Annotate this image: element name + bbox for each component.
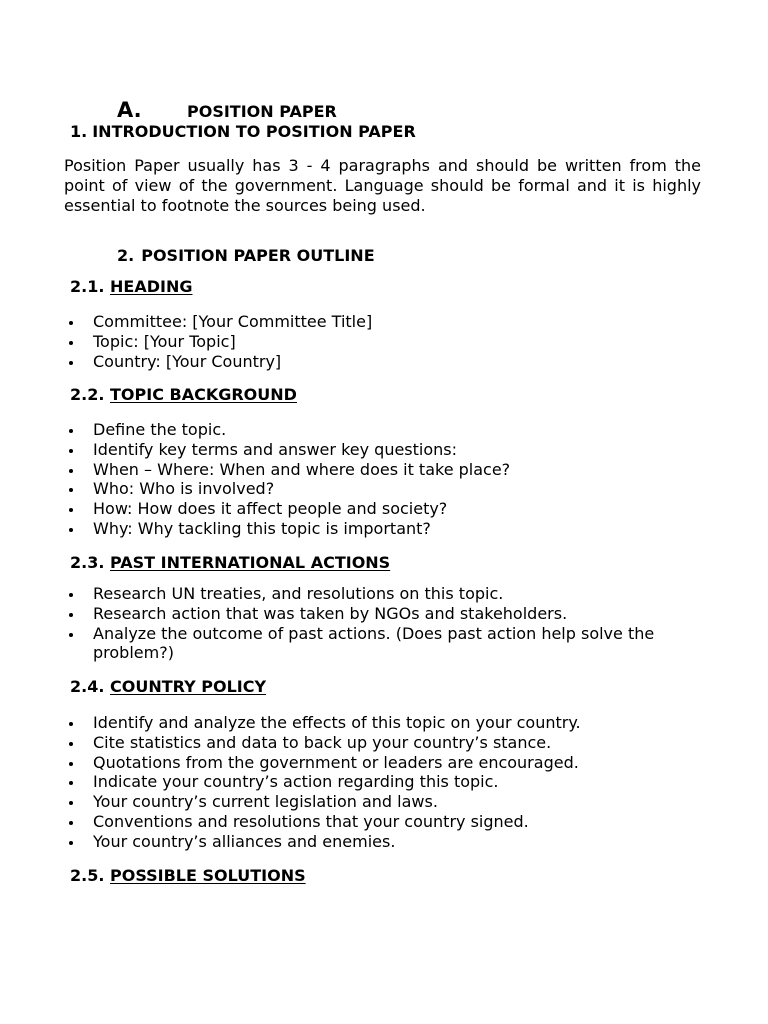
bullet-item: Research action that was taken by NGOs and stakeholders. <box>64 604 704 624</box>
bullet-item: How: How does it affect people and society? <box>64 499 704 519</box>
section-title-text: COUNTRY POLICY <box>110 677 267 696</box>
topic-background-bullet-list <box>64 420 704 539</box>
section-heading-topic-background <box>70 385 297 404</box>
bullet-item: Committee: [Your Committee Title] <box>64 312 704 332</box>
section-title-text: TOPIC BACKGROUND <box>110 385 297 404</box>
bullet-item: Your country’s alliances and enemies. <box>64 832 704 852</box>
section-heading-heading <box>70 277 192 296</box>
section-letter: A. <box>117 98 142 122</box>
bullet-item: Topic: [Your Topic] <box>64 332 704 352</box>
bullet-item: Research UN treaties, and resolutions on this topic. <box>64 584 704 604</box>
bullet-item: Indicate your country’s action regarding this topic. <box>64 772 704 792</box>
section-title-text: PAST INTERNATIONAL ACTIONS <box>110 553 391 572</box>
heading-bullet-list <box>64 312 704 371</box>
intro-heading-title: INTRODUCTION TO POSITION PAPER <box>92 122 416 141</box>
section-heading-country-policy <box>70 677 266 696</box>
bullet-item: Why: Why tackling this topic is important? <box>64 519 704 539</box>
outline-heading <box>117 246 375 265</box>
section-number: 2.3. <box>70 553 105 572</box>
intro-heading <box>70 122 416 141</box>
intro-paragraph: Position Paper usually has 3 - 4 paragraphs and should be written from the point of view of the government. Language should be formal and it is highly essential to footnote the sources being used. <box>64 156 701 215</box>
outline-heading-title: POSITION PAPER OUTLINE <box>141 246 375 265</box>
bullet-item: Country: [Your Country] <box>64 352 704 372</box>
bullet-item: Analyze the outcome of past actions. (Does past action help solve the problem?) <box>64 624 704 664</box>
section-title-row <box>117 98 337 124</box>
section-title-text: HEADING <box>110 277 193 296</box>
bullet-item: When – Where: When and where does it take place? <box>64 460 704 480</box>
outline-heading-number: 2. <box>117 246 135 265</box>
section-number: 2.2. <box>70 385 105 404</box>
section-heading-past-international-actions <box>70 553 390 572</box>
bullet-item: Define the topic. <box>64 420 704 440</box>
section-number: 2.5. <box>70 866 105 885</box>
section-title-text: POSSIBLE SOLUTIONS <box>110 866 306 885</box>
bullet-item: Conventions and resolutions that your country signed. <box>64 812 704 832</box>
section-heading-possible-solutions <box>70 866 306 885</box>
section-title: POSITION PAPER <box>187 102 337 121</box>
bullet-item: Quotations from the government or leaders are encouraged. <box>64 753 704 773</box>
past-actions-bullet-list <box>64 584 704 663</box>
country-policy-bullet-list <box>64 713 704 852</box>
bullet-item: Who: Who is involved? <box>64 479 704 499</box>
bullet-item: Identify key terms and answer key questions: <box>64 440 704 460</box>
bullet-item: Your country’s current legislation and laws. <box>64 792 704 812</box>
section-number: 2.1. <box>70 277 105 296</box>
bullet-item: Identify and analyze the effects of this topic on your country. <box>64 713 704 733</box>
bullet-item: Cite statistics and data to back up your country’s stance. <box>64 733 704 753</box>
intro-heading-number: 1. <box>70 122 88 141</box>
section-number: 2.4. <box>70 677 105 696</box>
